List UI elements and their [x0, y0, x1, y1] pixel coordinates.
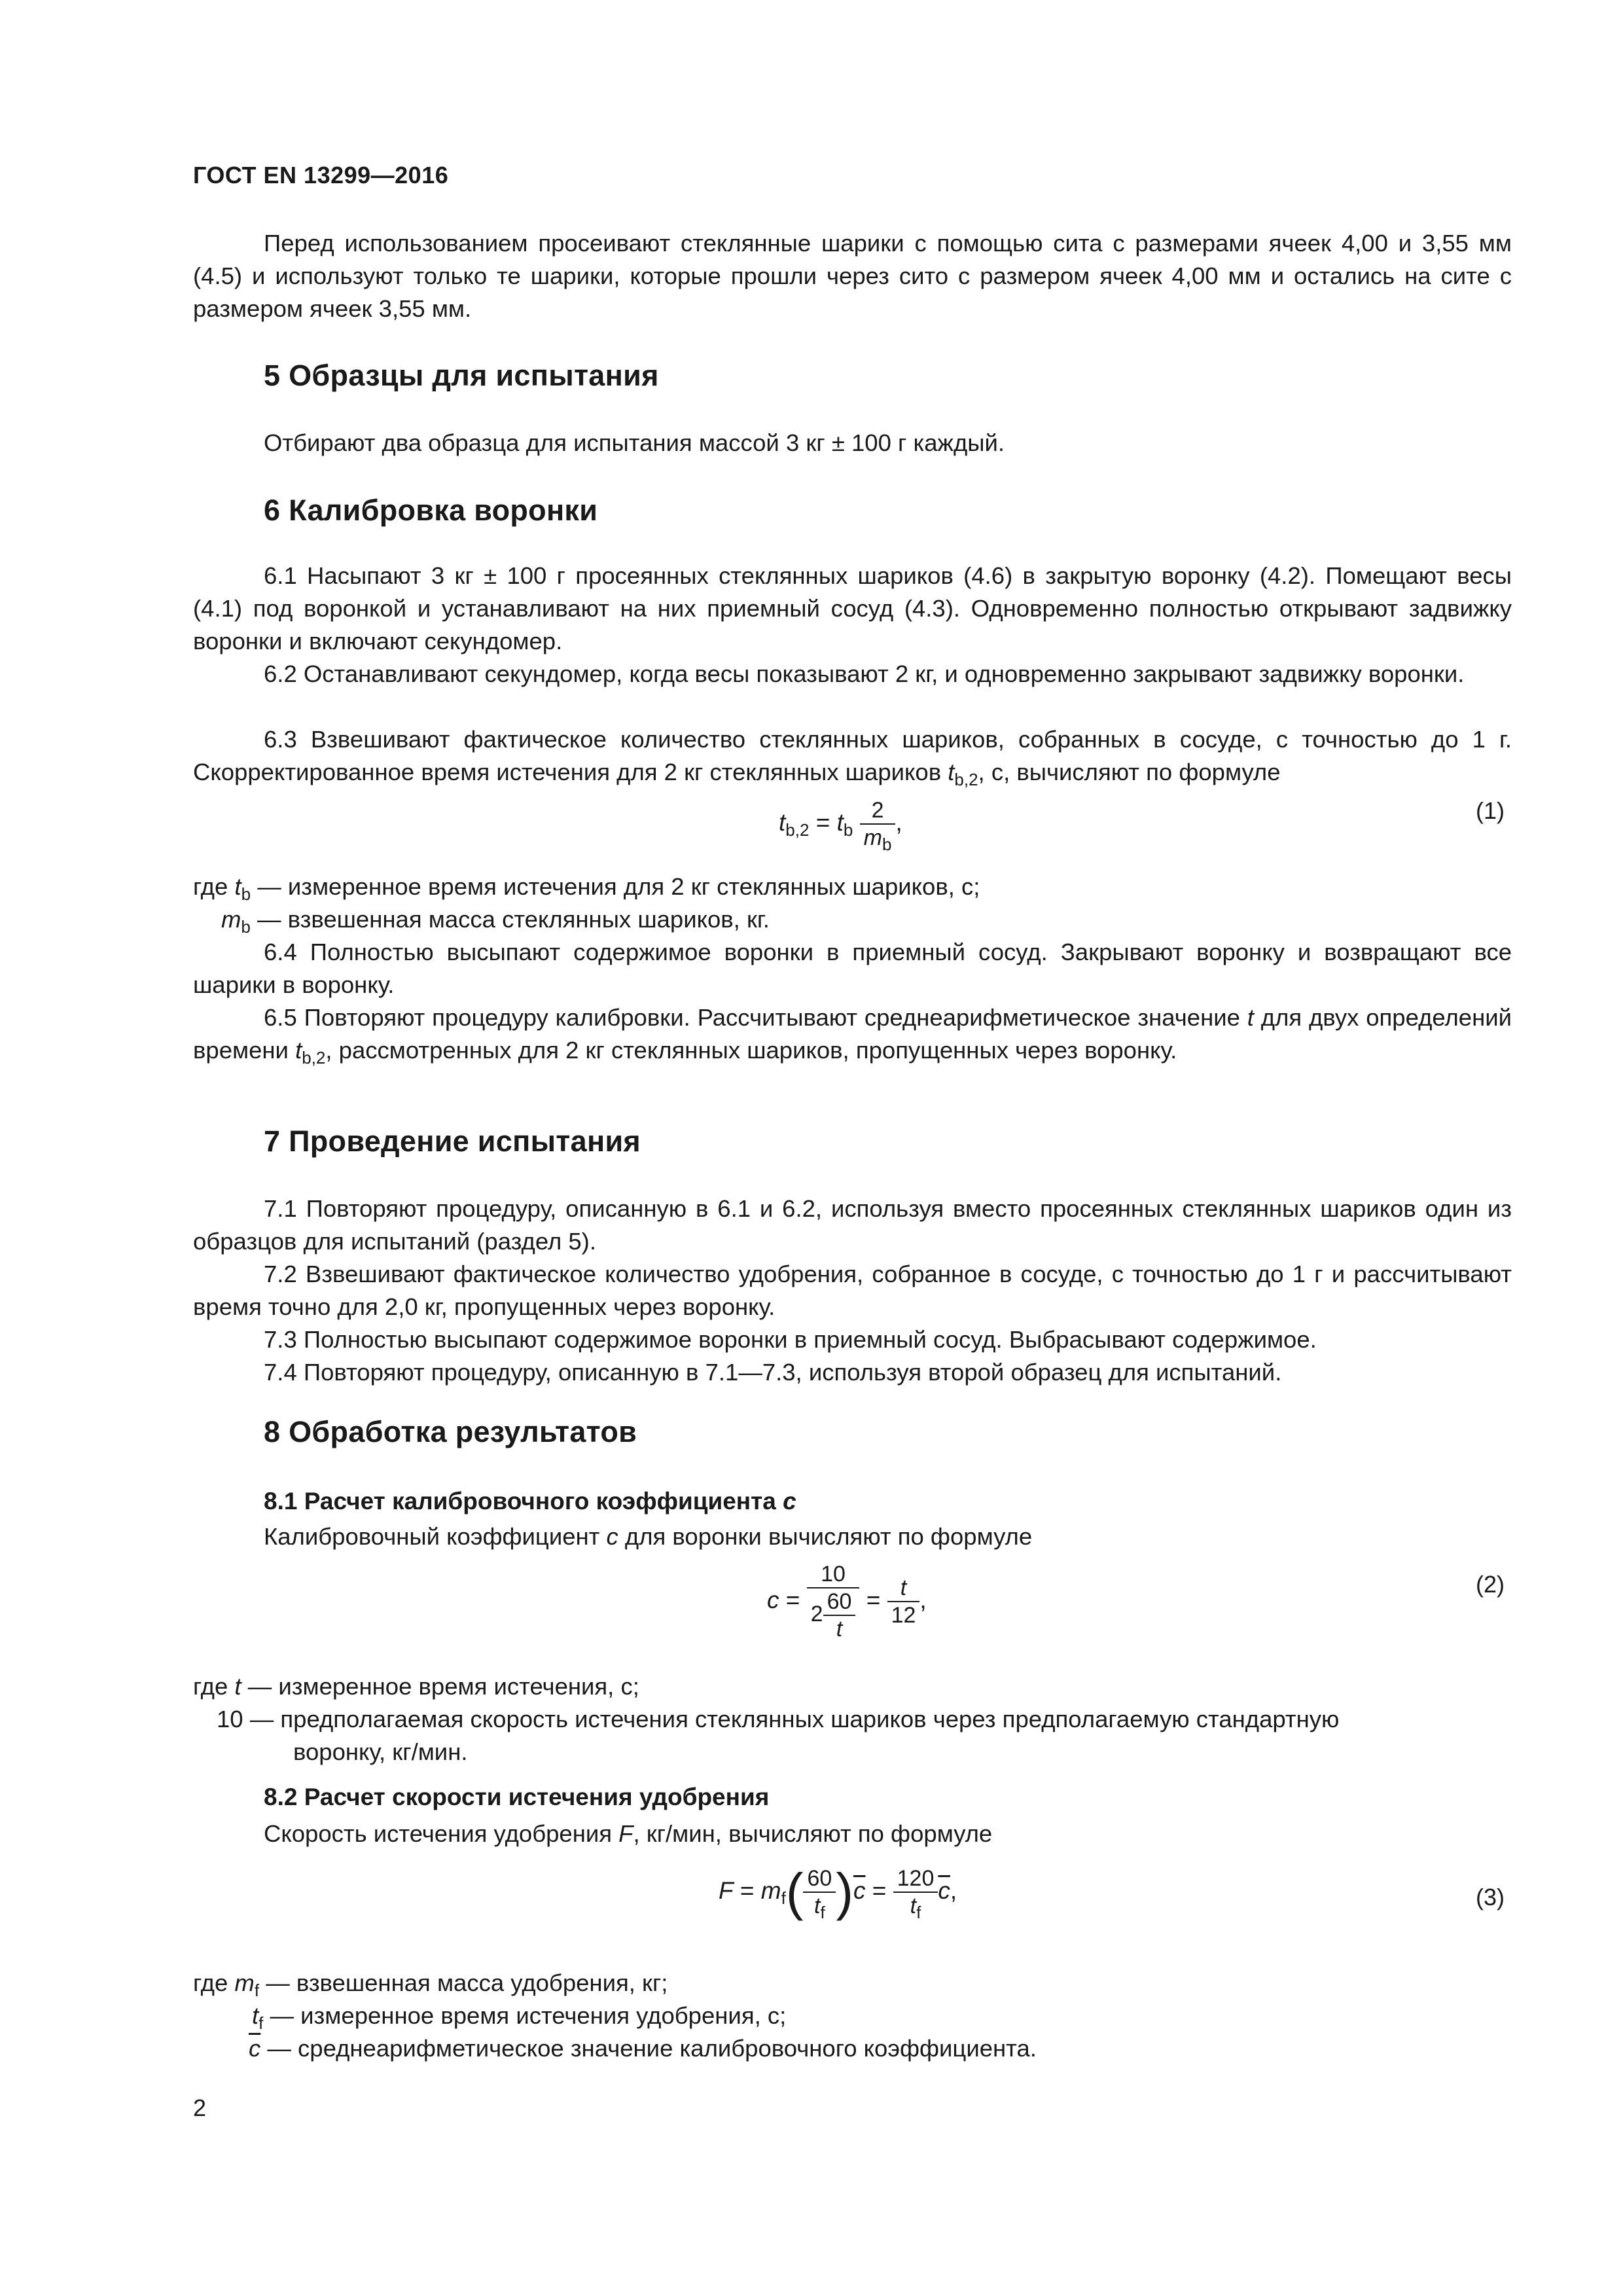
paragraph-7-2: 7.2 Взвешивают фактическое количество удобрения, собранное в сосуде, с точностью до 1 г и рассчитывают время точно для 2,0 кг, пропущенных через воронку.: [193, 1261, 1512, 1320]
paragraph-6-2: 6.2 Останавливают секундомер, когда весы показывают 2 кг, и одновременно закрывают задвижку воронки.: [264, 660, 1465, 687]
equation-3-fraction-inner: $\frac{60}{t_f}$: [803, 1865, 836, 1919]
section-5-heading: 5 Образцы для испытания: [264, 359, 659, 392]
where-m-f: где $m_f$ — взвешенная масса удобрения, кг;: [193, 1969, 668, 2000]
equation-1-number: (1): [1476, 797, 1505, 824]
paragraph-7-3: 7.3 Полностью высыпают содержимое воронки в приемный сосуд. Выбрасывают содержимое.: [264, 1326, 1317, 1353]
subsection-8-1-heading: 8.1 Расчет калибровочного коэффициента c: [264, 1488, 796, 1515]
page-number: 2: [193, 2094, 207, 2121]
where-t: где t — измеренное время истечения, с;: [193, 1673, 639, 1700]
equation-2-number: (2): [1476, 1571, 1505, 1598]
paragraph-6-3: 6.3 Взвешивают фактическое количество стеклянных шариков, собранных в сосуде, с точностью до 1 г. Скорректированное время истечения для 2 кг стеклянных шариков $t_{b,2}$, с, вычисляют по формуле: [193, 726, 1512, 789]
equation-2-fraction-simple: $\frac{t}{12}$: [887, 1575, 920, 1628]
paragraph-8-1: Калибровочный коэффициент c для воронки вычисляют по формуле: [264, 1523, 1033, 1550]
equation-1-fraction: $\frac{2}{m_b}$: [860, 797, 896, 851]
paragraph-8-2: Скорость истечения удобрения F, кг/мин, вычисляют по формуле: [264, 1820, 993, 1847]
where-t-b: где $t_b$ — измеренное время истечения для 2 кг стеклянных шариков, с;: [193, 873, 980, 904]
equation-3: $F = m_f$( $\frac{60}{t_f}$ )$\overline{c}$ = $\frac{120}{t_f}$ $\overline{c}$,: [719, 1863, 957, 1922]
paragraph-6-5: 6.5 Повторяют процедуру калибровки. Рассчитывают среднеарифметическое значение t для двух определений времени $t_{b,2}$, рассмотренных для 2 кг стеклянных шариков, пропущенных через воронку.: [193, 1004, 1512, 1067]
paragraph-6-4: 6.4 Полностью высыпают содержимое воронки в приемный сосуд. Закрывают воронку и возвращают все шарики в воронку.: [193, 939, 1512, 998]
equation-3-fraction-simple: $\frac{120}{t_f}$: [893, 1865, 938, 1919]
equation-1: $t_{b,2} = t_b$ $\frac{2}{m_b}$ ,: [779, 798, 902, 854]
equation-2: c = 10 2 $\frac{60}{t}$ = $\frac{t}{12}$ ,: [767, 1562, 927, 1641]
document-header: ГОСТ EN 13299—2016: [193, 162, 449, 188]
where-m-b: $m_b$ — взвешенная масса стеклянных шариков, кг.: [221, 906, 770, 937]
intro-paragraph: Перед использованием просеивают стеклянные шарики с помощью сита с размерами ячеек 4,00 и 3,55 мм (4.5) и используют только те шарики, которые прошли через сито с размером ячеек 4,00 мм и остались на сите с размером ячеек 3,55 мм.: [193, 230, 1512, 322]
paragraph-7-4: 7.4 Повторяют процедуру, описанную в 7.1—7.3, используя второй образец для испытаний.: [264, 1359, 1282, 1386]
section-8-heading: 8 Обработка результатов: [264, 1415, 637, 1448]
equation-2-fraction-main: 10 2 $\frac{60}{t}$: [807, 1561, 860, 1642]
paragraph-7-1: 7.1 Повторяют процедуру, описанную в 6.1 и 6.2, используя вместо просеянных стеклянных шариков один из образцов для испытаний (раздел 5).: [193, 1195, 1512, 1255]
section-6-heading: 6 Калибровка воронки: [264, 493, 598, 527]
where-10-continued: воронку, кг/мин.: [293, 1738, 468, 1765]
section-5-text: Отбирают два образца для испытания массой 3 кг ± 100 г каждый.: [264, 429, 1005, 456]
where-c-bar: $\overline{c}$ — среднеарифметическое значение калибровочного коэффициента.: [249, 2035, 1037, 2062]
where-t-f: $t_f$ — измеренное время истечения удобрения, с;: [252, 2002, 787, 2033]
equation-3-number: (3): [1476, 1884, 1505, 1910]
section-7-heading: 7 Проведение испытания: [264, 1124, 641, 1158]
where-10: 10 — предполагаемая скорость истечения стеклянных шариков через предполагаемую стандартную: [217, 1706, 1340, 1732]
paragraph-6-1: 6.1 Насыпают 3 кг ± 100 г просеянных стеклянных шариков (4.6) в закрытую воронку (4.2). Помещают весы (4.1) под воронкой и устанавливают на них приемный сосуд (4.3). Одновременно полностью открывают задвижку воронки и включают секундомер.: [193, 562, 1512, 655]
subsection-8-2-heading: 8.2 Расчет скорости истечения удобрения: [264, 1784, 770, 1810]
